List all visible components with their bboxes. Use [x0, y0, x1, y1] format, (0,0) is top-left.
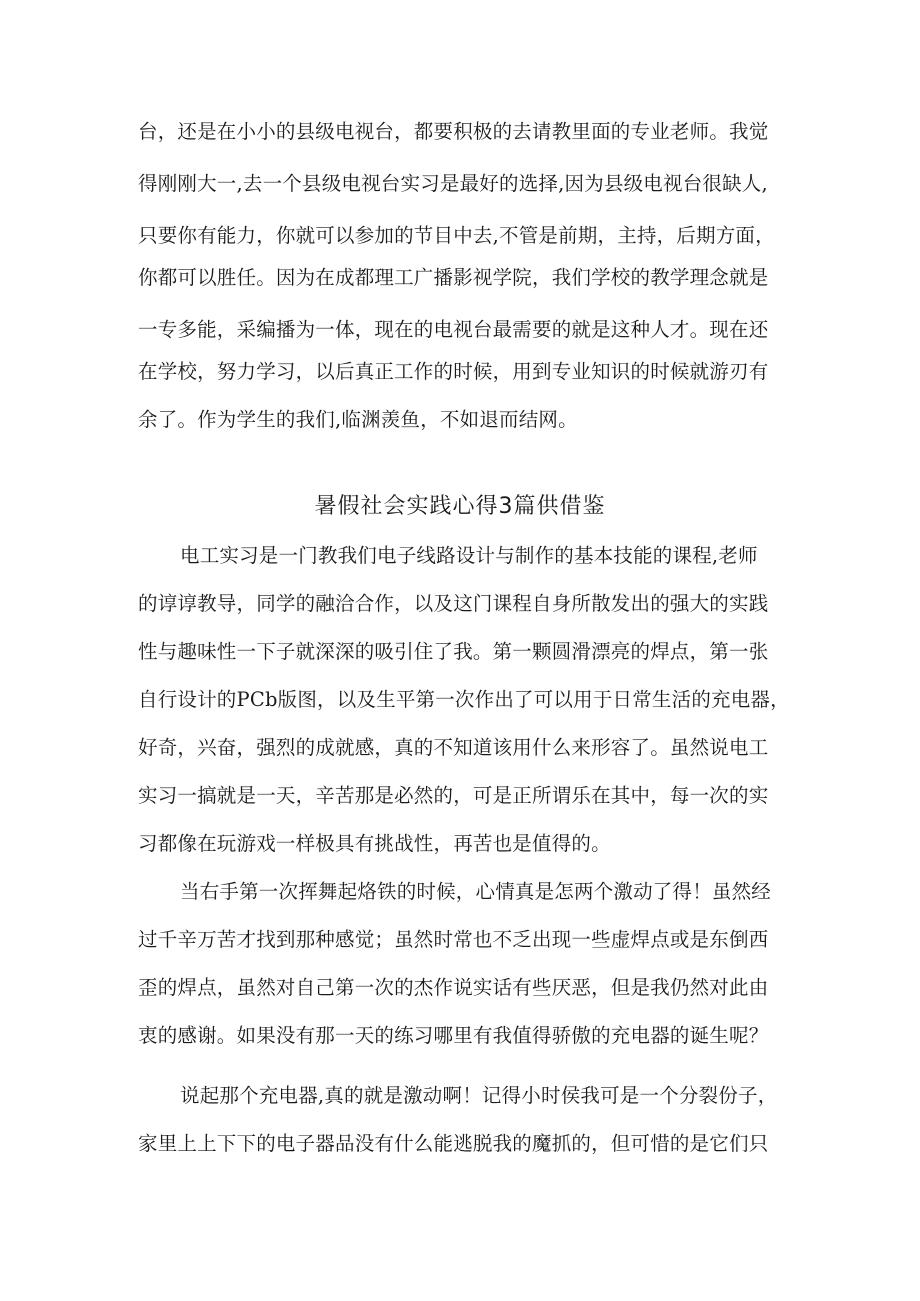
text-line: 性与趣味性一下子就深深的吸引住了我。第一颗圆滑漂亮的焊点，第一张	[138, 640, 769, 663]
text-line: 的谆谆教导，同学的融洽合作，以及这门课程自身所散发出的强大的实践	[138, 592, 769, 615]
text-line: 得刚刚大一,去一个县级电视台实习是最好的选择,因为县级电视台很缺人,	[138, 172, 768, 195]
text-line: 自行设计的PCb版图，以及生平第一次作出了可以用于日常生活的充电器，	[138, 688, 790, 711]
text-line: 过千辛万苦才找到那种感觉；虽然时常也不乏出现一些虚焊点或是东倒西	[138, 928, 769, 951]
text-line: 习都像在玩游戏一样极具有挑战性，再苦也是值得的。	[138, 832, 611, 855]
section-title: 暑假社会实践心得3篇供借鉴	[314, 494, 606, 519]
text-line: 只要你有能力，你就可以参加的节目中去,不管是前期，主持，后期方面，	[138, 224, 775, 247]
text-line: 歪的焊点，虽然对自己第一次的杰作说实话有些厌恶，但是我仍然对此由	[138, 976, 769, 999]
text-line: 余了。作为学生的我们,临渊羡鱼，不如退而结网。	[138, 408, 578, 431]
text-line: 一专多能，采编播为一体，现在的电视台最需要的就是这种人才。现在还	[138, 318, 769, 341]
text-line: 说起那个充电器,真的就是激动啊！记得小时侯我可是一个分裂份子，	[180, 1084, 778, 1107]
text-line: 当右手第一次挥舞起烙铁的时候，心情真是怎两个激动了得！虽然经	[180, 880, 772, 903]
text-line: 实习一搞就是一天，辛苦那是必然的，可是正所谓乐在其中，每一次的实	[138, 784, 769, 807]
text-line: 家里上上下下的电子器品没有什么能逃脱我的魔抓的，但可惜的是它们只	[138, 1132, 769, 1155]
text-line: 台，还是在小小的县级电视台，都要积极的去请教里面的专业老师。我觉	[138, 120, 769, 143]
text-line: 电工实习是一门教我们电子线路设计与制作的基本技能的课程,老师	[180, 544, 758, 567]
text-line: 在学校，努力学习，以后真正工作的时候，用到专业知识的时候就游刃有	[138, 360, 769, 383]
text-line: 衷的感谢。如果没有那一天的练习哪里有我值得骄傲的充电器的诞生呢？	[138, 1024, 769, 1047]
text-line: 你都可以胜任。因为在成都理工广播影视学院，我们学校的教学理念就是	[138, 266, 769, 289]
text-line: 好奇，兴奋，强烈的成就感，真的不知道该用什么来形容了。虽然说电工	[138, 736, 769, 759]
